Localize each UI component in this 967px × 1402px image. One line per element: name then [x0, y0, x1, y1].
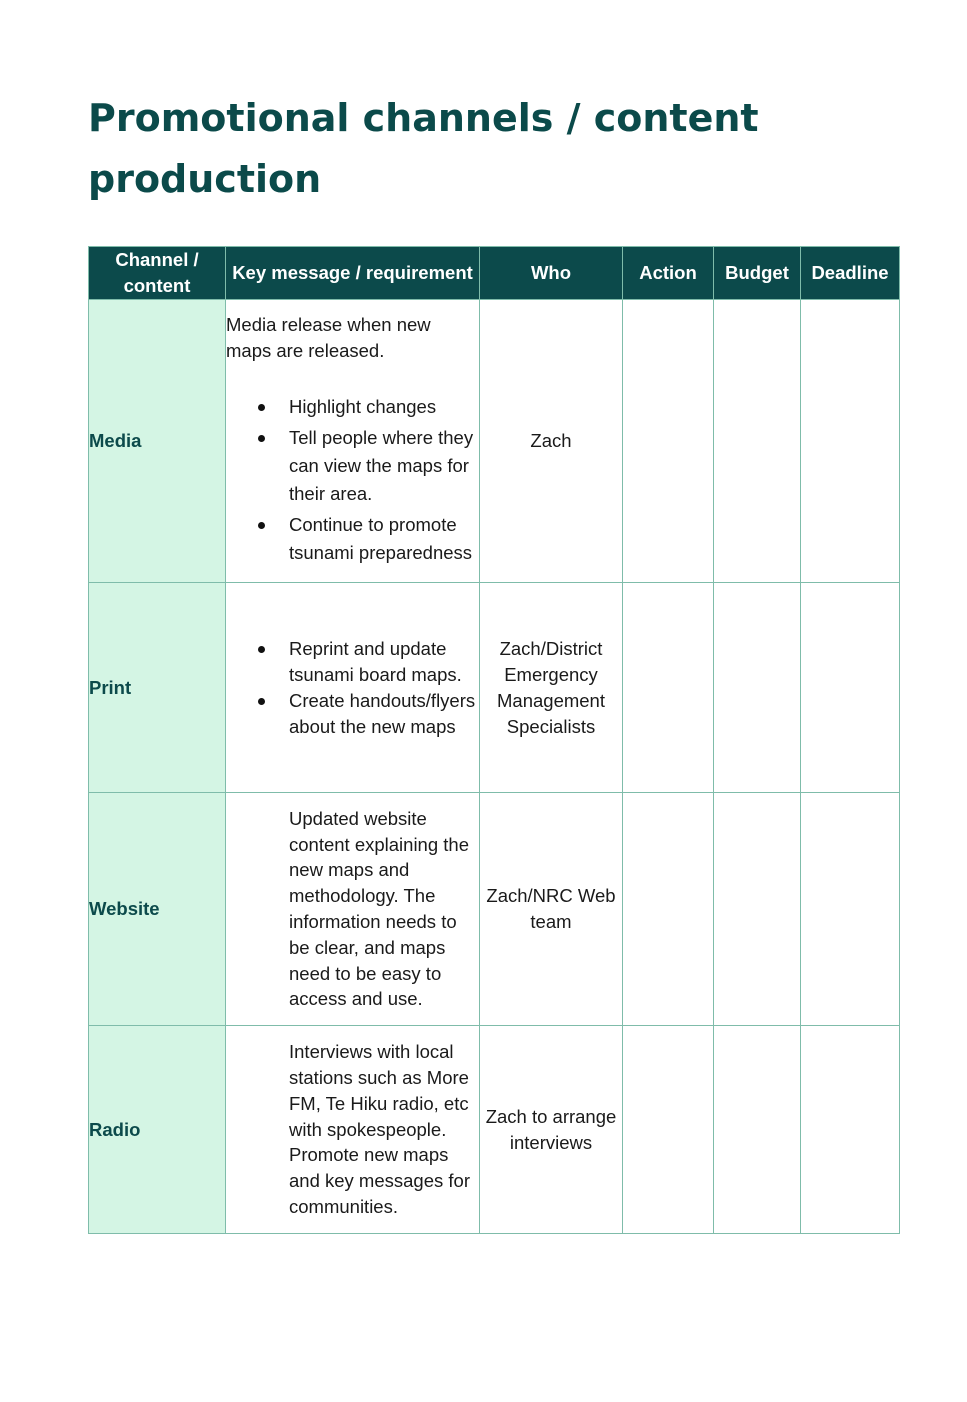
key-message-cell [226, 583, 480, 793]
bullet-item: Tell people where they can view the maps for their area. [226, 424, 479, 508]
action-cell [623, 793, 714, 1026]
bullet-item: Continue to promote tsunami preparedness [226, 511, 479, 567]
channel-cell: Media [89, 300, 226, 583]
deadline-cell [801, 300, 900, 583]
table-row-media [89, 300, 900, 583]
table-row-website [89, 793, 900, 1026]
key-message-bullets [226, 393, 479, 567]
channel-cell: Print [89, 583, 226, 793]
page-title: Promotional channels / content production [88, 96, 759, 201]
budget-cell [714, 583, 801, 793]
bullet-item: Reprint and update tsunami board maps. [226, 636, 479, 688]
header-budget: Budget [714, 247, 801, 300]
action-cell [623, 300, 714, 583]
key-message-cell [226, 793, 480, 1026]
promotional-channels-table [88, 246, 900, 1234]
key-message-bullets [226, 636, 479, 740]
key-message-text: Interviews with local stations such as More FM, Te Hiku radio, etc with spokespeople. Promote new maps and key messages for communities. [289, 1041, 470, 1217]
bullet-item: Highlight changes [226, 393, 479, 421]
key-message-text: Updated website content explaining the new maps and methodology. The information needs to be clear, and maps need to be easy to access and use. [289, 807, 469, 1010]
key-message-cell [226, 1026, 480, 1234]
deadline-cell [801, 793, 900, 1026]
key-message-cell [226, 300, 480, 583]
spacer [226, 364, 479, 393]
header-deadline: Deadline [801, 247, 900, 300]
action-cell [623, 583, 714, 793]
channel-cell: Radio [89, 1026, 226, 1234]
deadline-cell [801, 583, 900, 793]
who-cell: Zach/NRC Web team [480, 793, 623, 1026]
budget-cell [714, 1026, 801, 1234]
header-key-message: Key message / requirement [226, 247, 480, 300]
header-row [89, 247, 900, 300]
action-cell [623, 1026, 714, 1234]
who-cell: Zach [480, 300, 623, 583]
header-action: Action [623, 247, 714, 300]
header-channel: Channel / content [89, 247, 226, 300]
table-row-radio [89, 1026, 900, 1234]
bullet-item: Create handouts/flyers about the new maps [226, 688, 479, 740]
deadline-cell [801, 1026, 900, 1234]
budget-cell [714, 793, 801, 1026]
who-cell: Zach to arrange interviews [480, 1026, 623, 1234]
channel-cell: Website [89, 793, 226, 1026]
table-row-print [89, 583, 900, 793]
budget-cell [714, 300, 801, 583]
header-who: Who [480, 247, 623, 300]
who-cell: Zach/District Emergency Management Specialists [480, 583, 623, 793]
key-message-intro: Media release when new maps are released. [226, 314, 431, 361]
